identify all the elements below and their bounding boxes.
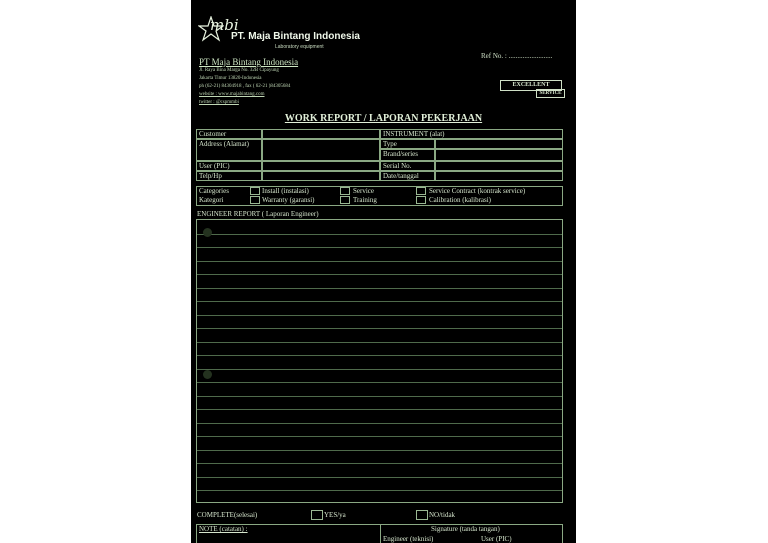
- customer-field: [262, 129, 380, 139]
- report-ruled-line: [197, 436, 562, 437]
- serial-label: Serial No.: [380, 161, 435, 171]
- report-ruled-line: [197, 261, 562, 262]
- install-checkbox[interactable]: [250, 187, 260, 195]
- star-logo-icon: [198, 16, 239, 44]
- complete-no-checkbox[interactable]: [416, 510, 428, 520]
- brand-label: Brand/series: [380, 149, 435, 161]
- signature-label: Signature (tanda tangan): [431, 525, 500, 533]
- company-name: PT. Maja Bintang Indonesia: [231, 31, 360, 42]
- report-ruled-line: [197, 328, 562, 329]
- divider: [380, 524, 381, 543]
- company-subtitle: Laboratory equipment: [275, 44, 324, 50]
- report-ruled-line: [197, 369, 562, 370]
- work-report-sheet: [191, 0, 576, 543]
- report-ruled-line: [197, 274, 562, 275]
- calibration-label: Calibration (kalibrasi): [429, 196, 492, 204]
- calibration-checkbox[interactable]: [416, 196, 426, 204]
- note-label: NOTE (catatan) :: [199, 525, 248, 533]
- training-label: Training: [353, 196, 377, 204]
- complete-no-label: NO/tidak: [429, 511, 456, 519]
- complete-yes-label: YES/ya: [324, 511, 346, 519]
- phone-line: ph (62-21) 84304918 , fax ( 62-21 )84305684: [199, 84, 291, 89]
- customer-label: Customer: [196, 129, 262, 139]
- report-ruled-line: [197, 409, 562, 410]
- telp-field: [262, 171, 380, 181]
- twitter-line: twitter : @cspmmbi: [199, 100, 239, 105]
- engineer-report-area[interactable]: [196, 219, 563, 503]
- user-signature-label: User (PIC): [481, 535, 512, 543]
- address-title: PT Maja Bintang Indonesia: [199, 57, 299, 67]
- page-title: WORK REPORT / LAPORAN PEKERJAAN: [284, 113, 483, 124]
- report-ruled-line: [197, 315, 562, 316]
- website-line: website : www.majabintang.com: [199, 92, 265, 97]
- report-ruled-line: [197, 396, 562, 397]
- engineer-signature-label: Engineer (teknisi): [383, 535, 434, 543]
- address-line: Jl. Raya Bina Marga No. 32B Cipayung: [199, 68, 279, 73]
- excellent-badge: EXCELLENT: [500, 80, 562, 91]
- user-field: [262, 161, 380, 171]
- warranty-checkbox[interactable]: [250, 196, 260, 204]
- punch-hole-mark: [203, 370, 212, 379]
- user-label: User (PIC): [196, 161, 262, 171]
- report-ruled-line: [197, 423, 562, 424]
- address-label: Address (Alamat): [196, 139, 262, 161]
- type-label: Type: [380, 139, 435, 149]
- instrument-header: INSTRUMENT (alat): [380, 129, 563, 139]
- complete-label: COMPLETE(selesai): [197, 511, 258, 519]
- service-label: Service: [353, 187, 374, 195]
- report-ruled-line: [197, 450, 562, 451]
- date-label: Date/tanggal: [380, 171, 435, 181]
- report-ruled-line: [197, 288, 562, 289]
- report-ruled-line: [197, 382, 562, 383]
- kategori-label: Kategori: [199, 196, 224, 204]
- brand-field: [435, 149, 563, 161]
- service-checkbox[interactable]: [340, 187, 350, 195]
- report-ruled-line: [197, 234, 562, 235]
- report-ruled-line: [197, 247, 562, 248]
- categories-label: Categories: [199, 187, 229, 195]
- address-line: Jakarta Timur 13820-Indonesia: [199, 76, 262, 81]
- type-field: [435, 139, 563, 149]
- punch-hole-mark: [203, 228, 212, 237]
- telp-label: Telp/Hp: [196, 171, 262, 181]
- report-ruled-line: [197, 355, 562, 356]
- service-contract-checkbox[interactable]: [416, 187, 426, 195]
- ref-number: Ref No. : .........................: [481, 52, 553, 60]
- report-ruled-line: [197, 477, 562, 478]
- training-checkbox[interactable]: [340, 196, 350, 204]
- install-label: Install (instalasi): [262, 187, 309, 195]
- complete-yes-checkbox[interactable]: [311, 510, 323, 520]
- serial-field: [435, 161, 563, 171]
- service-contract-label: Service Contract (kontrak service): [429, 187, 526, 195]
- engineer-report-label: ENGINEER REPORT ( Laporan Engineer): [197, 210, 319, 218]
- report-ruled-line: [197, 463, 562, 464]
- warranty-label: Warranty (garansi): [262, 196, 315, 204]
- address-field: [262, 139, 380, 161]
- service-badge: SERVICE: [536, 89, 565, 98]
- report-ruled-line: [197, 490, 562, 491]
- report-ruled-line: [197, 301, 562, 302]
- logo-text: mbi: [210, 16, 239, 34]
- report-ruled-line: [197, 342, 562, 343]
- date-field: [435, 171, 563, 181]
